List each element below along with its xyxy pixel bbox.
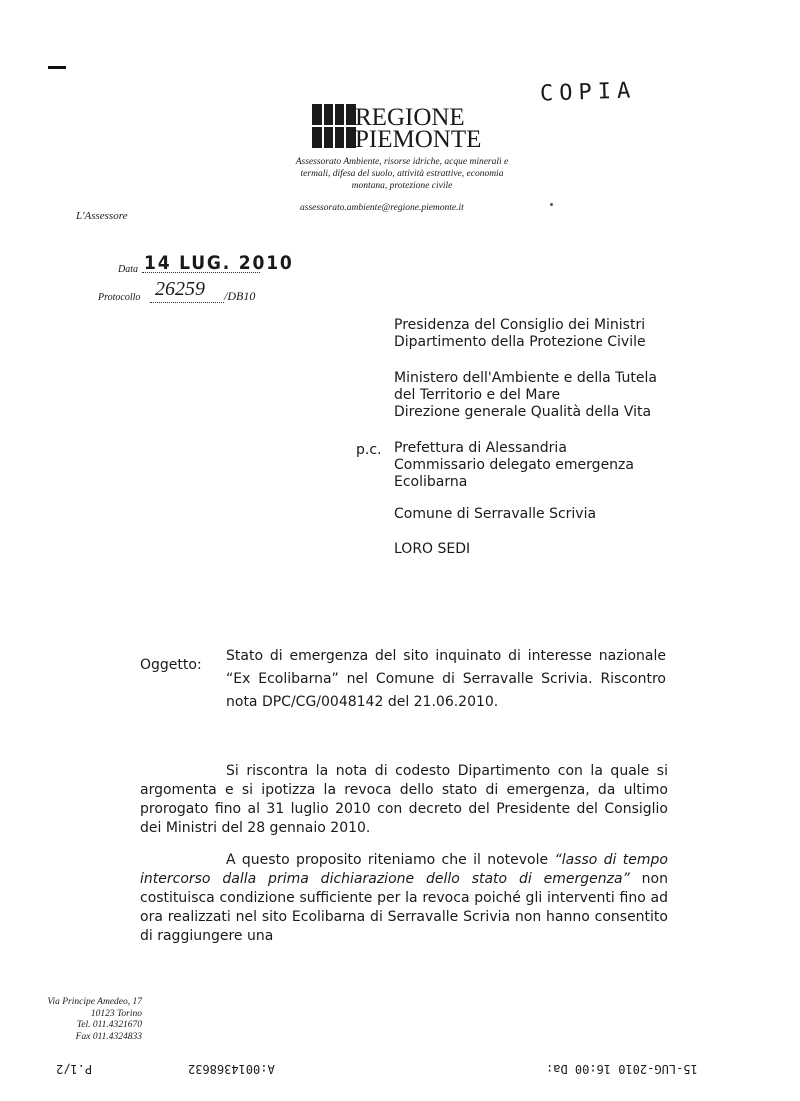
footer-address-line: Via Principe Amedeo, 17 [47, 997, 142, 1007]
recipient-line: Prefettura di Alessandria [394, 440, 567, 456]
recipient-line: del Territorio e del Mare [394, 387, 561, 403]
protocol-suffix: /DB10 [224, 289, 256, 303]
recipient-line: Commissario delegato emergenza [394, 457, 634, 473]
protocol-dotted-line [150, 302, 224, 303]
recipient-line: Ministero dell'Ambiente e della Tutela [394, 370, 657, 386]
copia-stamp: COPIA [539, 78, 637, 107]
body-paragraph-2-text-b: non costituisca condizione sufficiente per la revoca poiché gli interventi fino ad ora realizzati nel sito Ecolibarna di Serravalle Scrivia non hanno consentito di raggiungere una [140, 871, 668, 944]
recipient-block-prefettura [394, 440, 634, 491]
body-paragraph-1-text: Si riscontra la nota di codesto Dipartimento con la quale si argomenta e si ipotizza la revoca dello stato di emergenza, da ultimo prorogato fino al 31 luglio 2010 con decreto del Presidente del Consiglio dei Ministri del 28 gennaio 2010. [140, 763, 668, 836]
regione-piemonte-logo-icon [312, 104, 356, 148]
protocol-label: Protocollo [98, 292, 141, 303]
footer-address-line: Fax 011.4324833 [75, 1031, 142, 1042]
recipient-line: Direzione generale Qualità della Vita [394, 404, 652, 420]
fax-page-indicator: P.1/2 [56, 1062, 93, 1076]
department-email: assessorato.ambiente@regione.piemonte.it [300, 203, 464, 213]
footer-address-line: Tel. 011.4321670 [76, 1020, 142, 1030]
recipient-block-ministero [394, 370, 657, 421]
date-stamp: 14 LUG. 2010 [144, 252, 294, 274]
scan-mark [48, 66, 66, 69]
fax-number: A:0014368632 [188, 1062, 275, 1076]
subject-label: Oggetto: [140, 657, 202, 673]
recipient-block-presidenza [394, 317, 646, 351]
subject-text: Stato di emergenza del sito inquinato di interesse nazionale “Ex Ecolibarna” nel Comune di Serravalle Scrivia. Riscontro nota DPC/CG/0048142 del 21.06.2010. [226, 648, 666, 710]
body-paragraph-2-quote: “lasso di tempo intercorso dalla prima dichiarazione dello stato di emergenza” [140, 852, 668, 887]
recipient-line: Comune di Serravalle Scrivia [394, 506, 597, 522]
recipients-closing: LORO SEDI [394, 541, 471, 557]
department-description: Assessorato Ambiente, risorse idriche, acque minerali e termali, difesa del suolo, attività estrattive, economia montana, protezione civile [295, 157, 509, 191]
body-paragraph-1 [140, 762, 668, 838]
pc-label: p.c. [356, 442, 382, 458]
recipient-line: Presidenza del Consiglio dei Ministri [394, 317, 646, 333]
date-label: Data [118, 264, 138, 275]
body-paragraph-2-text-a: A questo proposito riteniamo che il notevole [226, 852, 555, 868]
protocol-number: 26259 [155, 278, 205, 300]
footer-address-line: 10123 Torino [90, 1008, 142, 1019]
scan-speck [550, 203, 553, 206]
footer-address [46, 997, 142, 1043]
region-name-line2: PIEMONTE [355, 126, 482, 153]
recipient-block-comune [394, 506, 596, 523]
date-dotted-line [142, 272, 260, 273]
recipient-line: Ecolibarna [394, 474, 468, 490]
body-paragraph-2 [140, 851, 668, 946]
region-name-line1: REGIONE [355, 104, 465, 131]
sender-role: L'Assessore [76, 210, 128, 222]
fax-timestamp: 15-LUG-2010 16:00 Da: [546, 1062, 698, 1076]
recipient-line: Dipartimento della Protezione Civile [394, 334, 646, 350]
